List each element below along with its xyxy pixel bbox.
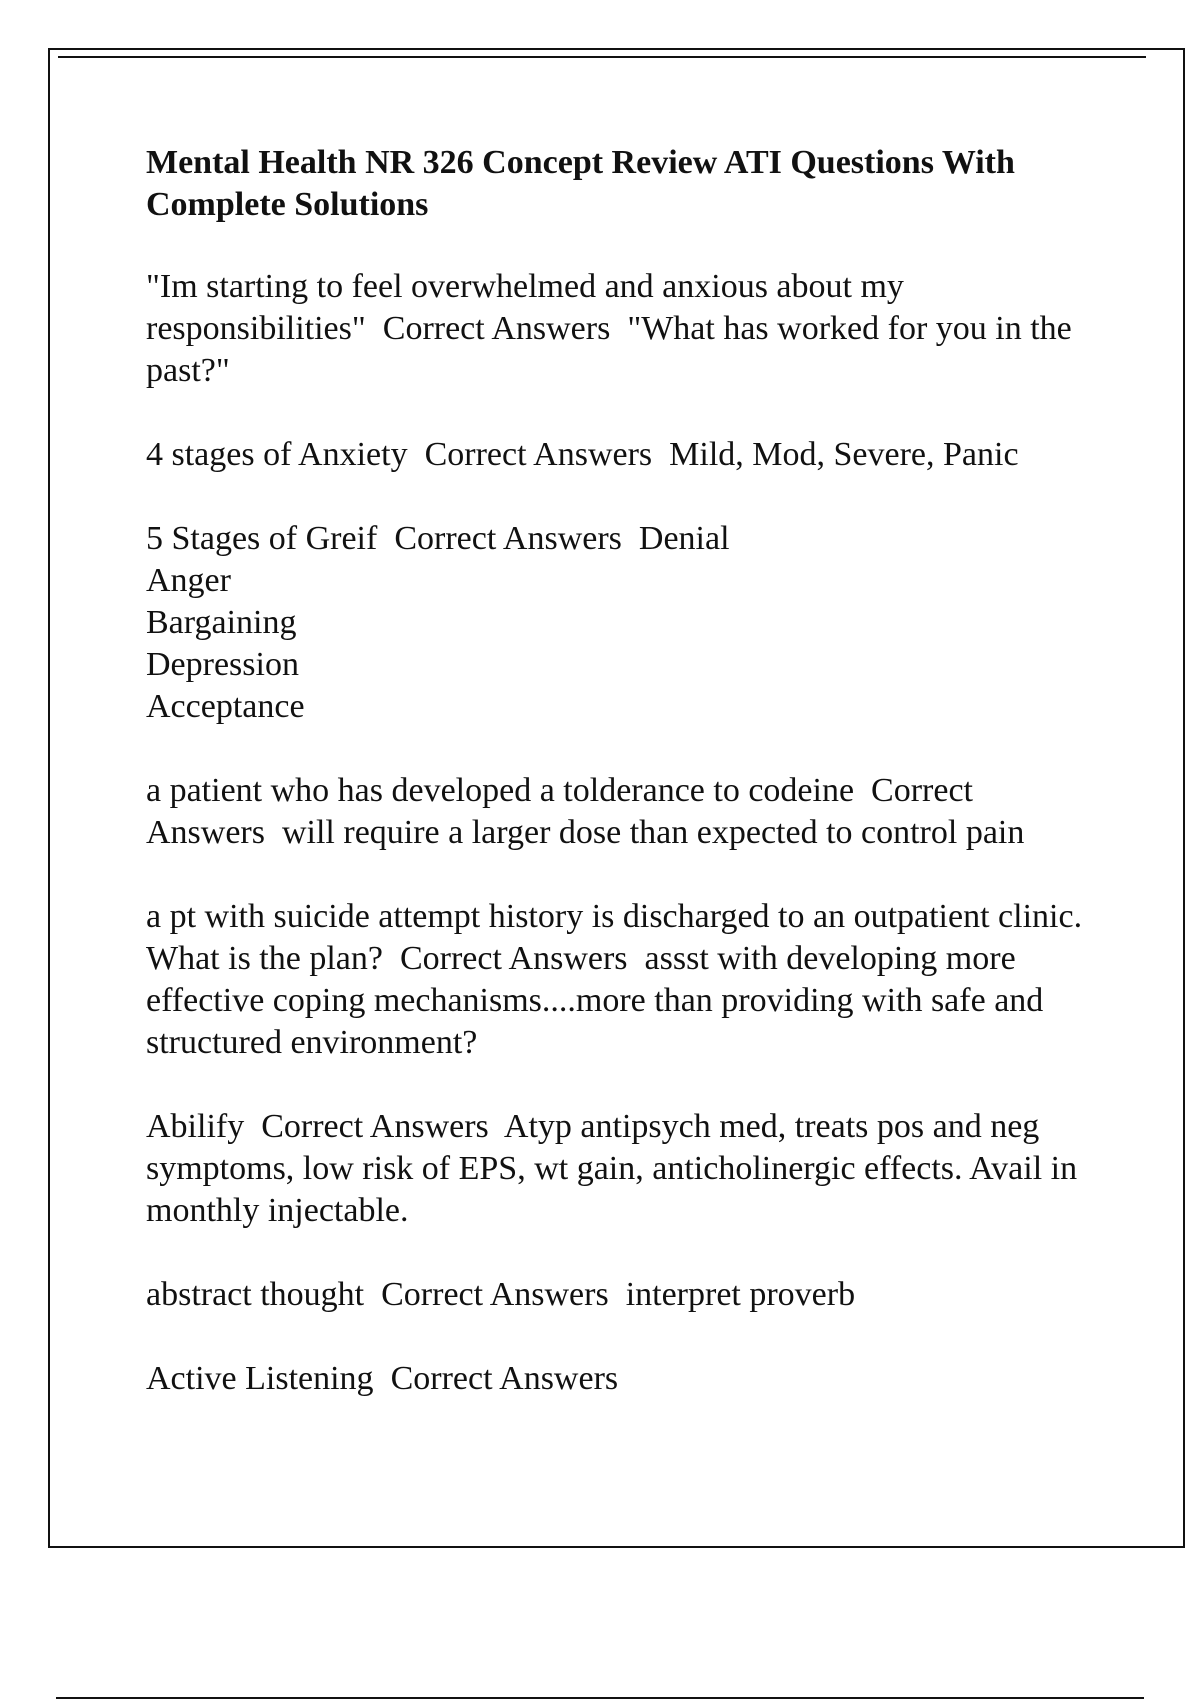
answer-text: "What has worked for you in the past?" [146, 310, 1081, 389]
qa-entry [146, 434, 1106, 476]
answer-line: Anger [146, 562, 231, 599]
answer-text: interpret proverb [625, 1276, 856, 1313]
answer-text: will require a larger dose than expected to control pain [281, 814, 1025, 851]
answer-label: Correct Answers [146, 772, 980, 851]
qa-entry [146, 518, 1106, 728]
answer-label: Correct Answers [399, 940, 628, 977]
qa-entry [146, 1358, 1106, 1400]
answer-text: Mild, Mod, Severe, Panic [669, 436, 1019, 473]
answer-line: Depression [146, 646, 299, 683]
answer-text: Atyp antipsych med, treats pos and neg symptoms, low risk of EPS, wt gain, anticholinergic effects. Avail in monthly injectable. [146, 1108, 1086, 1229]
qa-entry [146, 896, 1106, 1064]
question-text: a patient who has developed a tolderance to codeine [146, 772, 855, 809]
question-text: "Im starting to feel overwhelmed and anxious about my responsibilities" [146, 268, 913, 347]
document-body [146, 142, 1106, 1442]
answer-text: Denial [638, 520, 730, 557]
question-text: abstract thought [146, 1276, 365, 1313]
question-text: Active Listening [146, 1360, 374, 1397]
answer-line: Bargaining [146, 604, 297, 641]
answer-label: Correct Answers [261, 1108, 489, 1145]
qa-entry [146, 1106, 1106, 1232]
qa-entry [146, 770, 1106, 854]
qa-entry [146, 266, 1106, 392]
answer-line: Acceptance [146, 688, 305, 725]
qa-entry [146, 1274, 1106, 1316]
answer-label: Correct Answers [382, 310, 611, 347]
question-text: a pt with suicide attempt history is discharged to an outpatient clinic. What is the plan? [146, 898, 1090, 977]
answer-label: Correct Answers [424, 436, 653, 473]
answer-label: Correct Answers [390, 1360, 619, 1397]
question-text: 5 Stages of Greif [146, 520, 378, 557]
answer-label: Correct Answers [394, 520, 622, 557]
question-text: 4 stages of Anxiety [146, 436, 408, 473]
question-text: Abilify [146, 1108, 245, 1145]
answer-text: assst with developing more effective coping mechanisms....more than providing with safe and structured environment? [146, 940, 1052, 1061]
document-title: Mental Health NR 326 Concept Review ATI Questions With Complete Solutions [146, 144, 1015, 223]
answer-label: Correct Answers [381, 1276, 609, 1313]
bottom-rule [56, 1697, 1144, 1699]
top-rule [58, 56, 1146, 58]
